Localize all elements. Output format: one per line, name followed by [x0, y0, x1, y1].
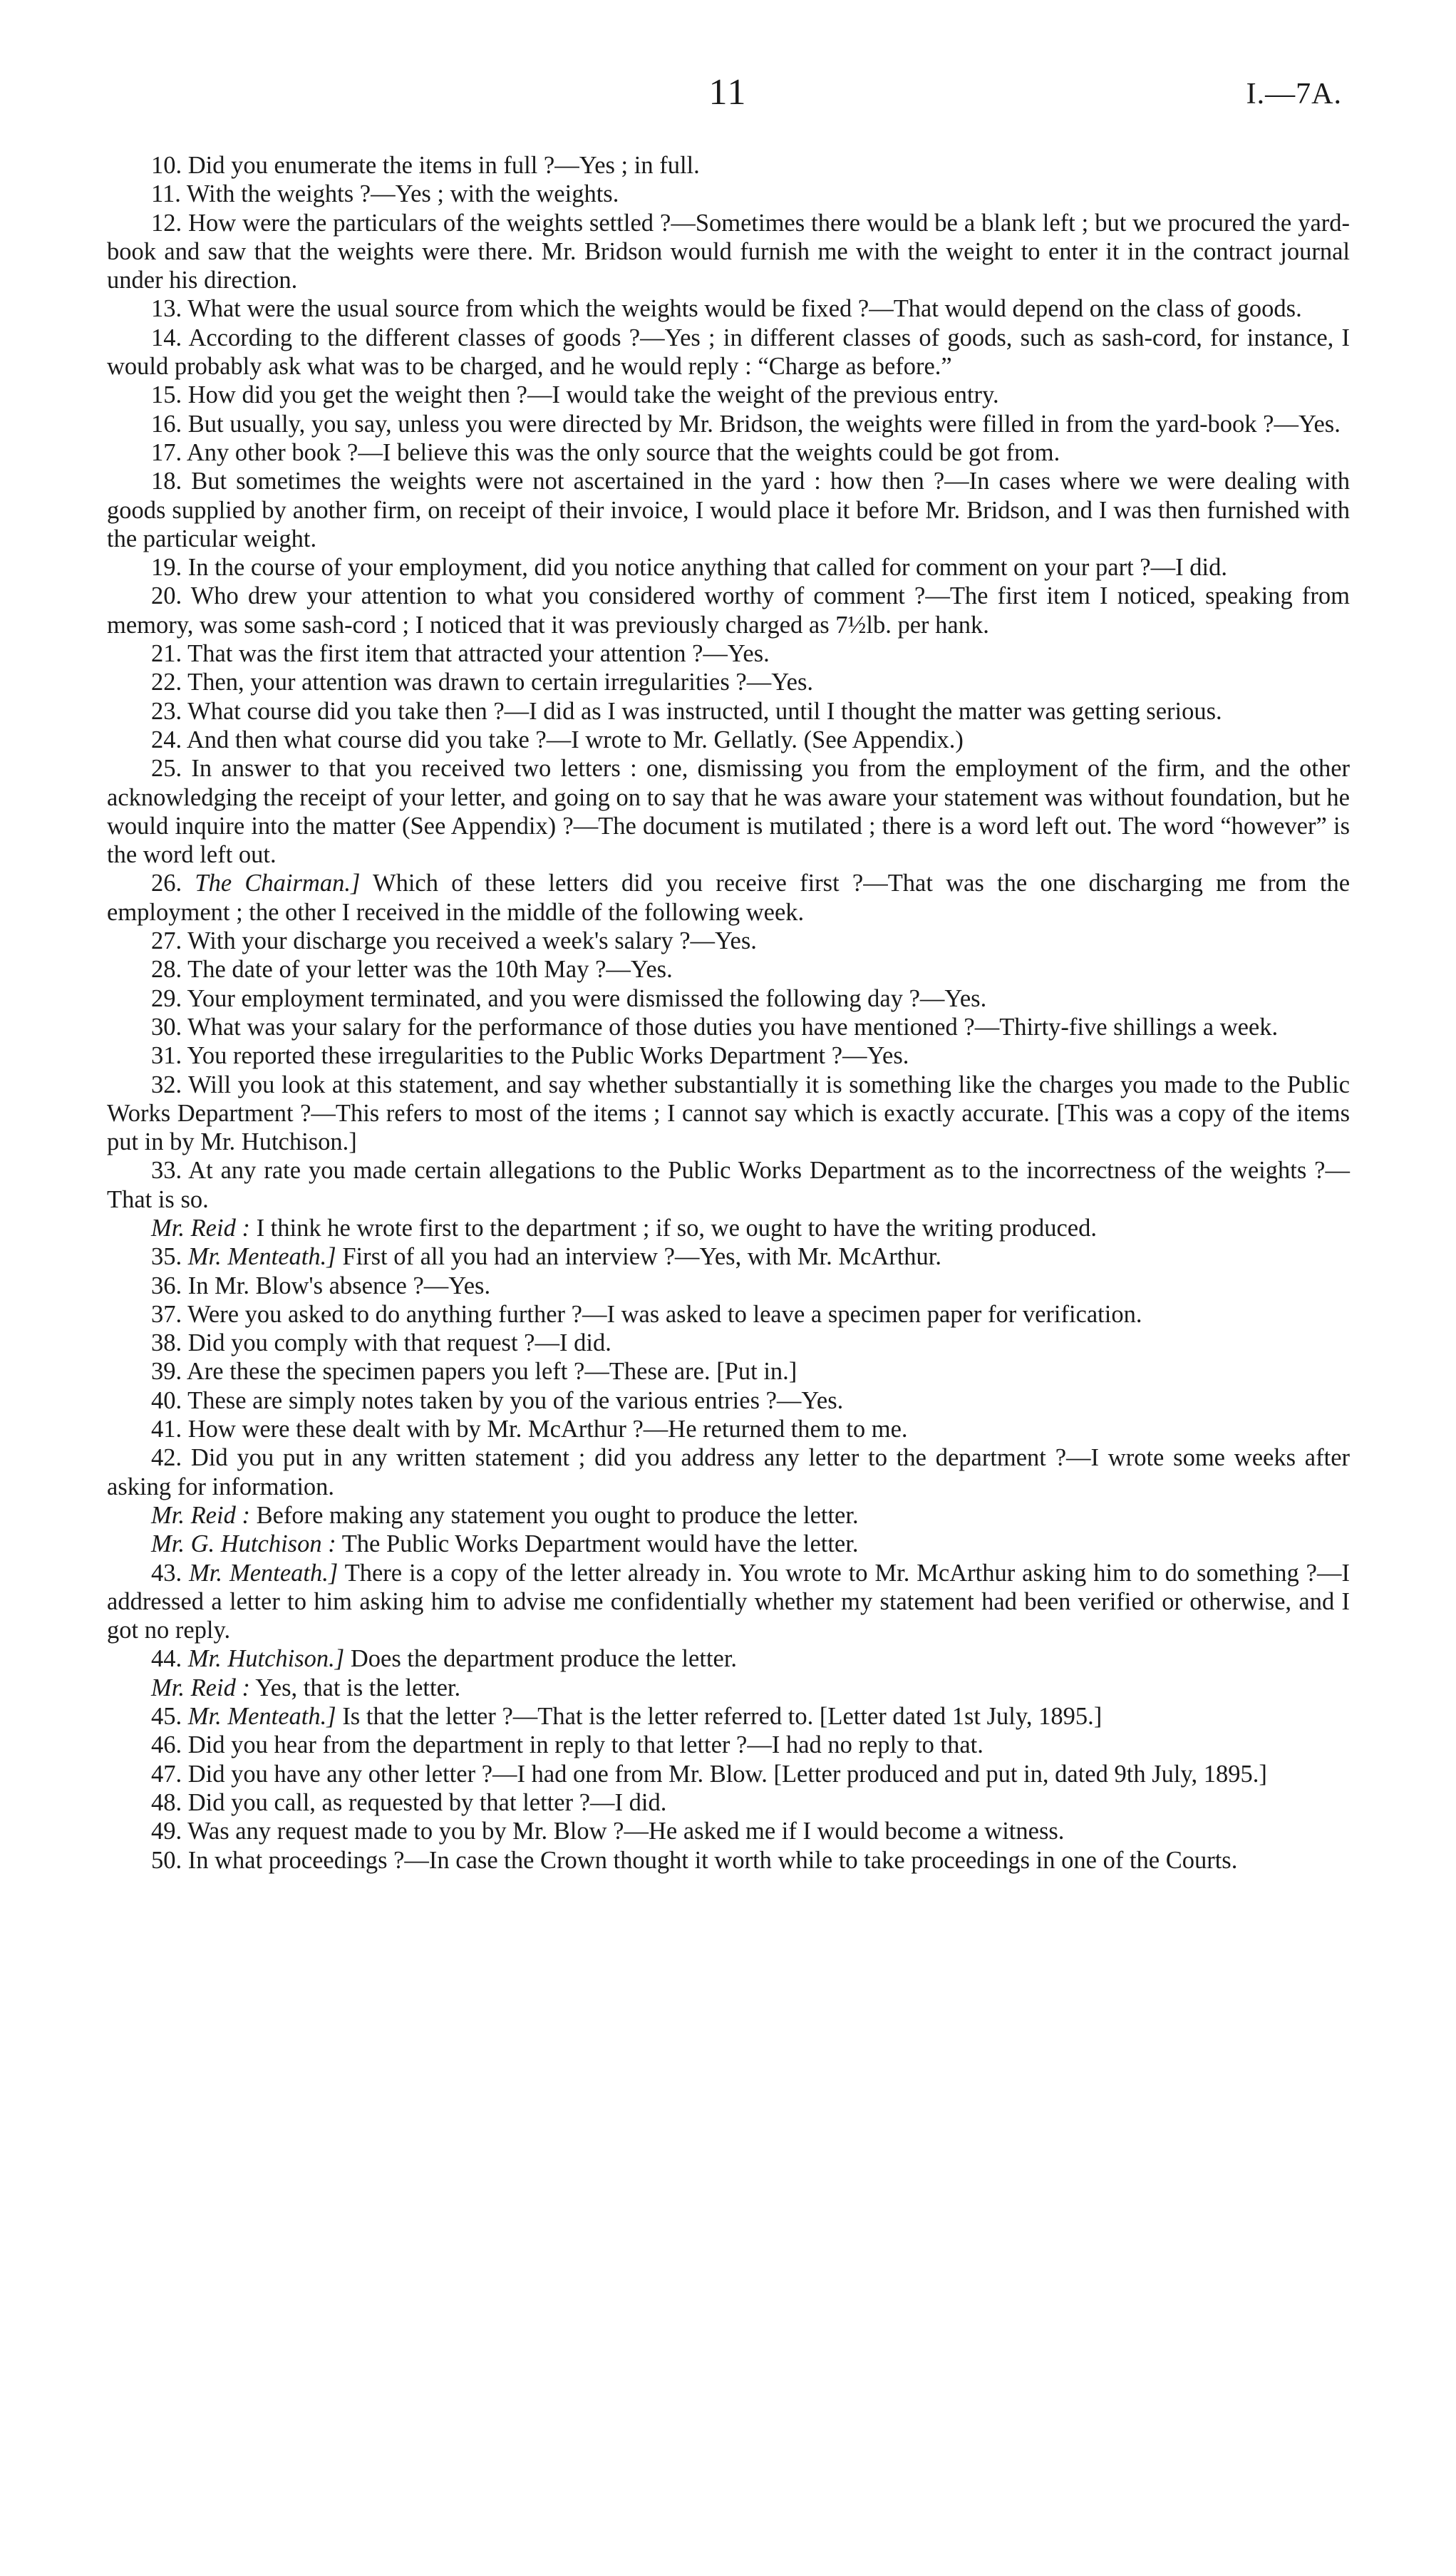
question-number: 44.: [151, 1645, 182, 1673]
testimony-paragraph: [107, 1272, 1350, 1300]
paragraph-text: 36. In Mr. Blow's absence ?—Yes.: [151, 1272, 491, 1299]
testimony-paragraph: [107, 984, 1350, 1013]
paragraph-text: 16. But usually, you say, unless you were directed by Mr. Bridson, the weights were filled in from the yard-book ?—Yes.: [151, 410, 1341, 438]
paragraph-text: There is a copy of the letter already in. You wrote to Mr. McArthur asking him to do something ?—I addressed a letter to him asking him to advise me confidentially whether my statement had been verified or otherwise, and I got no reply.: [107, 1559, 1350, 1644]
paragraph-text: 15. How did you get the weight then ?—I would take the weight of the previous entry.: [151, 381, 999, 409]
testimony-paragraph: [107, 697, 1350, 726]
question-number: 26.: [151, 870, 182, 897]
paragraph-text: 49. Was any request made to you by Mr. Blow ?—He asked me if I would become a witness.: [151, 1818, 1065, 1845]
paragraph-text: 31. You reported these irregularities to the Public Works Department ?—Yes.: [151, 1042, 909, 1070]
testimony-paragraph: [107, 209, 1350, 295]
testimony-paragraph: [107, 1357, 1350, 1386]
question-number: 35.: [151, 1243, 182, 1271]
testimony-paragraph: [107, 180, 1350, 208]
paragraph-text: I think he wrote first to the department ; if so, we ought to have the writing produced.: [256, 1214, 1097, 1242]
testimony-paragraph: [107, 955, 1350, 984]
testimony-paragraph: [107, 553, 1350, 582]
paragraph-text: 38. Did you comply with that request ?—I did.: [151, 1329, 611, 1357]
paragraph-text: Which of these letters did you receive first ?—That was the one discharging me from the employment ; the other I received in the middle of the following week.: [107, 870, 1351, 926]
paragraph-text: 42. Did you put in any written statement ; did you address any letter to the department ?—I wrote some weeks after asking for information.: [107, 1444, 1350, 1500]
paragraph-text: 37. Were you asked to do anything further ?—I was asked to leave a specimen paper for verification.: [151, 1300, 1142, 1328]
question-number: 43.: [151, 1559, 182, 1587]
testimony-paragraph: [107, 1041, 1350, 1070]
testimony-paragraph: [107, 1214, 1350, 1242]
testimony-paragraph: [107, 1415, 1350, 1443]
paragraph-text: 33. At any rate you made certain allegations to the Public Works Department as to the incorrectness of the weights ?—That is so.: [107, 1157, 1350, 1213]
speaker-name: Mr. Menteath.]: [187, 1243, 336, 1271]
paragraph-text: 21. That was the first item that attracted your attention ?—Yes.: [151, 640, 770, 668]
testimony-paragraph: [107, 668, 1350, 696]
paragraph-text: 20. Who drew your attention to what you considered worthy of comment ?—The first item I noticed, speaking from memory, was some sash-cord ; I noticed that it was previously charged as 7½lb. per hank.: [107, 582, 1350, 639]
testimony-paragraph: [107, 1300, 1350, 1329]
paragraph-text: Before making any statement you ought to produce the letter.: [256, 1501, 859, 1529]
testimony-paragraph: [107, 1846, 1350, 1875]
testimony-paragraph: [107, 1242, 1350, 1271]
paragraph-text: 39. Are these the specimen papers you left ?—These are. [Put in.]: [151, 1358, 797, 1386]
testimony-paragraph: [107, 1731, 1350, 1759]
speaker-name: Mr. Reid :: [151, 1501, 250, 1529]
paragraph-text: 18. But sometimes the weights were not ascertained in the yard : how then ?—In cases where we were dealing with goods supplied by another firm, on receipt of their invoice, I would place it before Mr. Bridson, and I was then furnished with the particular weight.: [107, 468, 1350, 552]
testimony-paragraph: [107, 410, 1350, 438]
paragraph-text: 27. With your discharge you received a week's salary ?—Yes.: [151, 927, 757, 955]
paragraph-text: 25. In answer to that you received two letters : one, dismissing you from the employment of the firm, and the other acknowledging the receipt of your letter, and going on to say that he was aware your statement was without foundation, but he would inquire into the matter (See Appendix) ?—The document is mutilated ; there is a word left out. The word “however” is the word left out.: [107, 755, 1350, 869]
testimony-paragraph: [107, 869, 1350, 927]
testimony-body: [107, 151, 1350, 1875]
testimony-paragraph: [107, 1329, 1350, 1357]
paragraph-text: 17. Any other book ?—I believe this was the only source that the weights could be got from.: [151, 438, 1060, 466]
testimony-paragraph: [107, 294, 1350, 323]
testimony-paragraph: [107, 754, 1350, 869]
testimony-paragraph: [107, 1674, 1350, 1702]
speaker-name: Mr. Reid :: [151, 1214, 250, 1242]
paragraph-text: 12. How were the particulars of the weights settled ?—Sometimes there would be a blank left ; but we procured the yard-book and saw that the weights were there. Mr. Bridson would furnish me with the weight to enter it in the contract journal under his direction.: [107, 209, 1350, 294]
testimony-paragraph: [107, 1156, 1350, 1214]
paragraph-text: Yes, that is the letter.: [255, 1674, 461, 1701]
speaker-name: Mr. Menteath.]: [187, 1703, 336, 1731]
testimony-paragraph: [107, 582, 1350, 639]
testimony-paragraph: [107, 324, 1350, 381]
testimony-paragraph: [107, 1644, 1350, 1673]
speaker-name: Mr. Hutchison.]: [187, 1645, 345, 1673]
page-number: 11: [708, 72, 748, 113]
paragraph-text: Is that the letter ?—That is the letter referred to. [Letter dated 1st July, 1895.]: [342, 1703, 1103, 1731]
paragraph-text: 19. In the course of your employment, did you notice anything that called for comment on your part ?—I did.: [151, 554, 1227, 582]
testimony-paragraph: [107, 927, 1350, 955]
speaker-name: The Chairman.]: [195, 870, 361, 897]
question-number: 45.: [151, 1703, 182, 1731]
testimony-paragraph: [107, 639, 1350, 668]
paragraph-text: 11. With the weights ?—Yes ; with the weights.: [151, 180, 619, 208]
testimony-paragraph: [107, 438, 1350, 467]
testimony-paragraph: [107, 151, 1350, 180]
paragraph-text: 48. Did you call, as requested by that letter ?—I did.: [151, 1788, 667, 1816]
testimony-paragraph: [107, 1760, 1350, 1788]
paragraph-text: 41. How were these dealt with by Mr. McArthur ?—He returned them to me.: [151, 1416, 908, 1443]
paragraph-text: 32. Will you look at this statement, and say whether substantially it is something like the charges you made to the Public Works Department ?—This refers to most of the items ; I cannot say which is exactly accurate. [This was a copy of the items put in by Mr. Hutchison.]: [107, 1071, 1350, 1156]
testimony-paragraph: [107, 467, 1350, 553]
document-reference: I.—7A.: [1246, 78, 1342, 110]
testimony-paragraph: [107, 1530, 1350, 1558]
testimony-paragraph: [107, 381, 1350, 409]
speaker-name: Mr. G. Hutchison :: [151, 1530, 336, 1558]
paragraph-text: Does the department produce the letter.: [350, 1645, 738, 1673]
testimony-paragraph: [107, 1386, 1350, 1415]
testimony-paragraph: [107, 1702, 1350, 1731]
paragraph-text: 14. According to the different classes of goods ?—Yes ; in different classes of goods, such as sash-cord, for instance, I would probably ask what was to be charged, and he would reply : “Charge as before.”: [107, 324, 1350, 381]
speaker-name: Mr. Menteath.]: [189, 1559, 339, 1587]
paragraph-text: 28. The date of your letter was the 10th May ?—Yes.: [151, 956, 673, 984]
paragraph-text: 47. Did you have any other letter ?—I had one from Mr. Blow. [Letter produced and put in, dated 9th July, 1895.]: [151, 1760, 1267, 1788]
testimony-paragraph: [107, 1443, 1350, 1501]
paragraph-text: 46. Did you hear from the department in reply to that letter ?—I had no reply to that.: [151, 1731, 983, 1759]
paragraph-text: 23. What course did you take then ?—I did as I was instructed, until I thought the matter was getting serious.: [151, 697, 1222, 725]
paragraph-text: 13. What were the usual source from which the weights would be fixed ?—That would depend on the class of goods.: [151, 295, 1302, 323]
paragraph-text: 30. What was your salary for the performance of those duties you have mentioned ?—Thirty-five shillings a week.: [151, 1013, 1279, 1041]
paragraph-text: 24. And then what course did you take ?—I wrote to Mr. Gellatly. (See Appendix.): [151, 726, 964, 753]
paragraph-text: 40. These are simply notes taken by you of the various entries ?—Yes.: [151, 1386, 844, 1414]
paragraph-text: 50. In what proceedings ?—In case the Crown thought it worth while to take proceedings in one of the Courts.: [151, 1846, 1238, 1874]
paragraph-text: First of all you had an interview ?—Yes, with Mr. McArthur.: [342, 1243, 942, 1271]
testimony-paragraph: [107, 1501, 1350, 1530]
speaker-name: Mr. Reid :: [151, 1674, 250, 1701]
paragraph-text: 22. Then, your attention was drawn to certain irregularities ?—Yes.: [151, 669, 814, 696]
testimony-paragraph: [107, 1013, 1350, 1041]
testimony-paragraph: [107, 1559, 1350, 1645]
paragraph-text: 10. Did you enumerate the items in full ?—Yes ; in full.: [151, 152, 700, 179]
testimony-paragraph: [107, 1071, 1350, 1157]
testimony-paragraph: [107, 726, 1350, 754]
testimony-paragraph: [107, 1788, 1350, 1817]
paragraph-text: 29. Your employment terminated, and you were dismissed the following day ?—Yes.: [151, 984, 987, 1012]
paragraph-text: The Public Works Department would have the letter.: [341, 1530, 859, 1558]
testimony-paragraph: [107, 1817, 1350, 1845]
